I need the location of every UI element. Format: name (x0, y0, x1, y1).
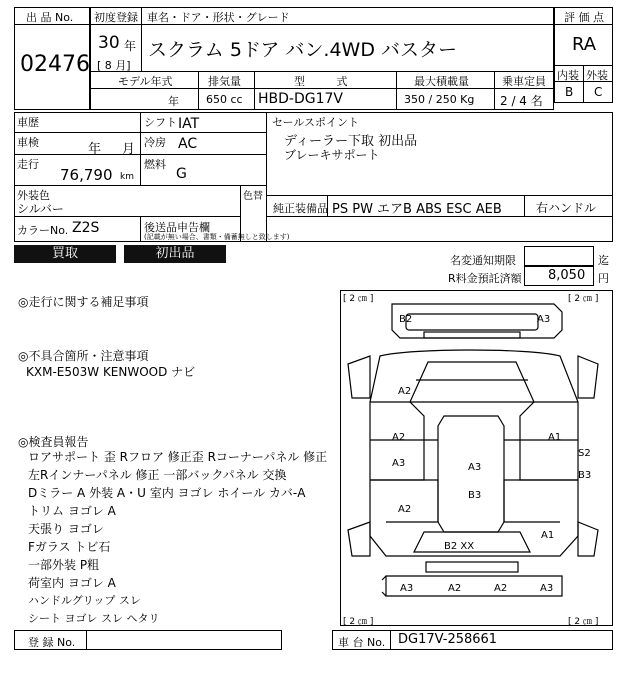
capacity-label: 乗車定員 (502, 75, 546, 88)
damage-label: A2 (398, 386, 412, 397)
spec-divider (396, 71, 397, 110)
damage-label: A2 (398, 504, 412, 515)
details-divider (266, 112, 267, 242)
inspector-item: ハンドルグリップ スレ (28, 594, 141, 607)
diagram-corner-label: [ 2 ㎝ ] (568, 617, 599, 627)
damage-label: A3 (392, 458, 406, 469)
color-value: シルバー (17, 202, 64, 216)
shift-label: シフト (144, 116, 177, 129)
car-name-label: 車名・ドア・形状・グレード (147, 11, 290, 24)
inspector-item: 一部外装 P粗 (28, 558, 100, 572)
damage-label: B2 XX (444, 541, 475, 552)
details-divider (140, 112, 141, 186)
equipment-value: PS PW エアB ABS ESC AEB (332, 202, 502, 217)
listing-button[interactable]: 初出品 (124, 245, 226, 263)
inspector-item: Fガラス トビ石 (28, 540, 111, 554)
damage-label: A1 (541, 530, 555, 541)
color-no-value: Z2S (72, 220, 100, 236)
inspector-item: 天張り ヨゴレ (28, 522, 104, 536)
shift-value: IAT (178, 116, 200, 132)
inspector-item: 左Rインナーパネル 修正 一部バックパネル 交換 (28, 468, 287, 482)
details-divider (14, 132, 266, 133)
model-year-unit: 年 (168, 95, 179, 108)
ac-label: 冷房 (144, 136, 166, 149)
max-load: 350 / 250 Kg (404, 93, 475, 106)
details-divider (266, 195, 613, 196)
sales-point-2: ブレーキサポート (284, 148, 380, 162)
ac-value: AC (178, 136, 198, 152)
chassis-no: DG17V-258661 (398, 632, 498, 647)
defects-item: KXM-E503W KENWOOD ナビ (26, 365, 196, 379)
diagram-corner-label: [ 2 ㎝ ] (568, 294, 599, 304)
damage-label: S2 (578, 448, 591, 459)
capacity: 2 / 4 名 (500, 94, 543, 108)
first-reg-label: 初度登録 (94, 11, 138, 24)
inspection-year: 年 (88, 142, 102, 157)
displacement-label: 排気量 (208, 75, 241, 88)
defects-title: ◎不具合箇所・注意事項 (18, 349, 149, 363)
damage-label: A3 (537, 314, 551, 325)
interior-label: 内装 (557, 69, 579, 82)
lot-no: 02476 (20, 52, 90, 77)
mileage-label: 走行 (17, 158, 39, 171)
details-divider (14, 185, 266, 186)
damage-label: A3 (400, 583, 414, 594)
spec-divider (198, 71, 199, 110)
sales-point-label: セールスポイント (272, 116, 360, 129)
equipment-label: 純正装備品 (273, 202, 328, 215)
score-value: RA (572, 34, 597, 55)
inspection-label: 車検 (17, 136, 39, 149)
fuel-value: G (176, 166, 187, 182)
sales-point-1: ディーラー下取 初出品 (284, 134, 418, 149)
first-reg-year: 30 (98, 33, 120, 53)
mileage-value: 76,790 (60, 166, 113, 184)
after-items-label: 後送品申告欄 (144, 221, 210, 234)
color-no-label: カラーNo. (17, 224, 69, 237)
reg-no-label: 登 録 No. (28, 636, 76, 649)
history-label: 車歴 (17, 116, 39, 129)
damage-label: B3 (468, 490, 482, 501)
diagram-corner-label: [ 2 ㎝ ] (343, 294, 374, 304)
car-name: スクラム 5ドア バン.4WD バスター (148, 39, 457, 61)
driving-notes-title: ◎走行に関する補足事項 (18, 295, 149, 309)
model-code: HBD-DG17V (258, 91, 343, 107)
recycle-unit: 円 (598, 272, 609, 285)
damage-label: A3 (468, 462, 482, 473)
diagram-corner-label: [ 2 ㎝ ] (343, 617, 374, 627)
damage-label: A2 (392, 432, 406, 443)
damage-label: A3 (540, 583, 554, 594)
damage-label: B3 (578, 470, 592, 481)
name-change-unit: 迄 (598, 254, 609, 267)
inspector-title: ◎検査員報告 (18, 435, 89, 449)
model-label: 型 式 (294, 75, 348, 88)
footer-divider (86, 630, 87, 650)
damage-label: A1 (548, 432, 562, 443)
inspector-item: シート ヨゴレ スレ ヘタリ (28, 612, 160, 625)
first-reg-year-unit: 年 (124, 39, 137, 53)
interior-score: B (565, 85, 574, 99)
score-label: 評 価 点 (564, 11, 604, 24)
inspector-item: トリム ヨゴレ A (28, 504, 116, 518)
damage-label: B2 (399, 314, 413, 325)
buy-button[interactable]: 買取 (14, 245, 116, 263)
details-divider (140, 216, 141, 242)
color-label: 外装色 (17, 189, 50, 202)
footer-divider (390, 630, 391, 650)
inspector-item: ロアサポート 歪 Rフロア 修正歪 Rコーナーパネル 修正 (28, 450, 328, 464)
lot-no-label: 出 品 No. (26, 11, 74, 24)
fuel-label: 燃料 (144, 158, 166, 171)
details-divider (524, 195, 525, 216)
details-divider (14, 216, 240, 217)
name-change-box (524, 246, 594, 266)
model-year-label: モデル年式 (118, 75, 173, 88)
after-items-note: (記載が無い場合、書類・備蓄無しと致します) (144, 233, 290, 241)
steering-value: 右ハンドル (536, 201, 597, 215)
displacement: 650 cc (206, 93, 243, 106)
damage-label: A2 (448, 583, 462, 594)
details-divider (14, 154, 266, 155)
chassis-label: 車 台 No. (338, 636, 386, 649)
mileage-unit: km (120, 172, 134, 182)
inspection-month: 月 (122, 142, 136, 157)
spec-divider (494, 71, 495, 110)
max-load-label: 最大積載量 (414, 75, 469, 88)
recycle-value: 8,050 (548, 268, 586, 283)
car-outline-diagram (340, 290, 613, 626)
damage-label: A2 (494, 583, 508, 594)
name-change-label: 名変通知期限 (450, 254, 516, 267)
repaint-label: 色替 (243, 191, 263, 202)
exterior-score: C (594, 85, 603, 99)
first-reg-month: [ 8 月] (97, 59, 131, 72)
inspector-item: 荷室内 ヨゴレ A (28, 576, 116, 590)
spec-divider (254, 71, 255, 110)
recycle-label: R料金預託済額 (448, 272, 522, 285)
inspector-item: Dミラー A 外装 A・U 室内 ヨゴレ ホイール カバ-A (28, 486, 306, 500)
exterior-label: 外装 (586, 69, 608, 82)
